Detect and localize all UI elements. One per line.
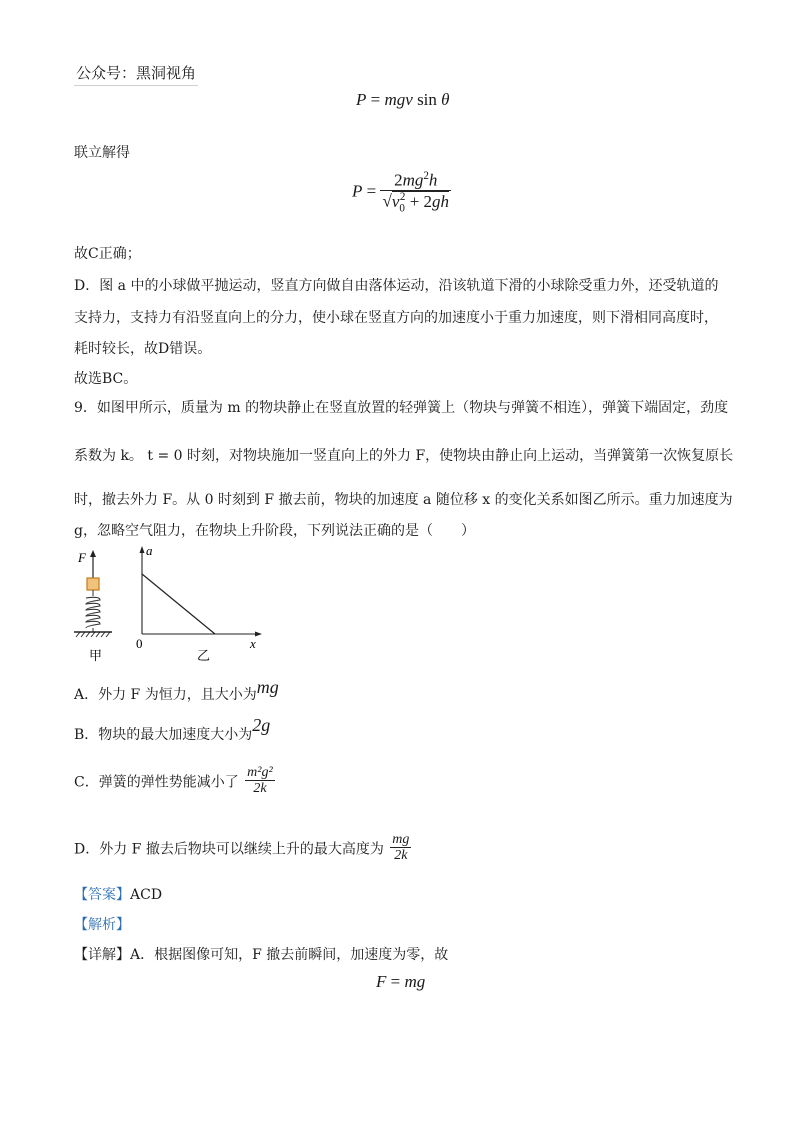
- option-d-denominator: 2k: [394, 848, 408, 864]
- option-d: [74, 832, 411, 865]
- ground-hatch: [76, 632, 110, 637]
- spring: [86, 597, 100, 628]
- option-c: [74, 765, 275, 798]
- option-a: [74, 677, 279, 704]
- analysis-tag: 【解析】: [74, 917, 130, 933]
- option-a-text: A．外力 F 为恒力，且大小为: [74, 687, 257, 703]
- choose-text: 故选BC。: [74, 371, 138, 387]
- answer-value: ACD: [130, 887, 163, 903]
- joint-solve-text: 联立解得: [74, 145, 130, 161]
- d-analysis-line3: 耗时较长，故D错误。: [74, 341, 212, 357]
- question-figure: [64, 544, 274, 664]
- option-c-denominator: 2k: [253, 781, 267, 797]
- detail-tag: 【详解】: [74, 947, 130, 963]
- force-label: F: [78, 550, 86, 565]
- option-d-numerator: mg: [392, 832, 410, 847]
- a-x-graph: [136, 544, 262, 664]
- left-caption: 甲: [89, 649, 103, 664]
- equation-power: P = mgv sin θ: [356, 90, 450, 109]
- q9-line4: g，忽略空气阻力，在物块上升阶段，下列说法正确的是（ ）: [74, 523, 475, 539]
- option-d-text: D．外力 F 撤去后物块可以继续上升的最大高度为: [74, 841, 384, 858]
- force-arrowhead: [90, 550, 96, 557]
- option-c-text: C．弹簧的弹性势能减小了: [74, 774, 239, 791]
- x-axis-label: x: [250, 636, 256, 651]
- graph-line: [142, 574, 215, 634]
- d-analysis-line1: D．图 a 中的小球做平抛运动，竖直方向做自由落体运动，沿该轨道下滑的小球除受重力外，还受轨道的: [74, 278, 719, 294]
- q9-line3: 时，撤去外力 F。从 0 时刻到 F 撤去前，物块的加速度 a 随位移 x 的变化关系如图乙所示。重力加速度为: [74, 492, 733, 508]
- option-c-numerator: m²g²: [247, 765, 273, 780]
- answer-tag: 【答案】: [74, 887, 130, 903]
- d-analysis-line2: 支持力，支持力有沿竖直向上的分力，使小球在竖直方向的加速度小于重力加速度，则下滑相同高度时，: [74, 310, 718, 326]
- option-b-value: 2g: [252, 715, 271, 735]
- option-b: [74, 715, 271, 744]
- q9-line1: 9．如图甲所示，质量为 m 的物块静止在竖直放置的轻弹簧上（物块与弹簧不相连），弹簧下端固定，劲度: [74, 400, 729, 416]
- spring-block-figure: [74, 550, 112, 664]
- c-correct-text: 故C正确；: [74, 246, 141, 262]
- block: [87, 578, 99, 590]
- option-a-value: mg: [256, 677, 279, 697]
- a-axis-label: a: [146, 544, 153, 558]
- q9-line2: 系数为 k。 t = 0 时刻，对物块施加一竖直向上的外力 F，使物块由静止向上运动，当弹簧第一次恢复原长: [74, 448, 734, 464]
- option-b-text: B．物块的最大加速度大小为: [74, 727, 253, 743]
- origin-label: 0: [136, 636, 143, 651]
- equation-power-result: P = $\frac{2mg^2h}{√v_0^2 + 2gh}$: [352, 170, 450, 215]
- watermark: 公众号：黑洞视角: [74, 62, 198, 86]
- right-caption: 乙: [197, 649, 211, 664]
- answer-line: [74, 885, 162, 905]
- equation-final: F = mg: [376, 972, 426, 991]
- detail-text: A．根据图像可知，F 撤去前瞬间，加速度为零，故: [130, 947, 449, 963]
- detail-line: [74, 945, 448, 965]
